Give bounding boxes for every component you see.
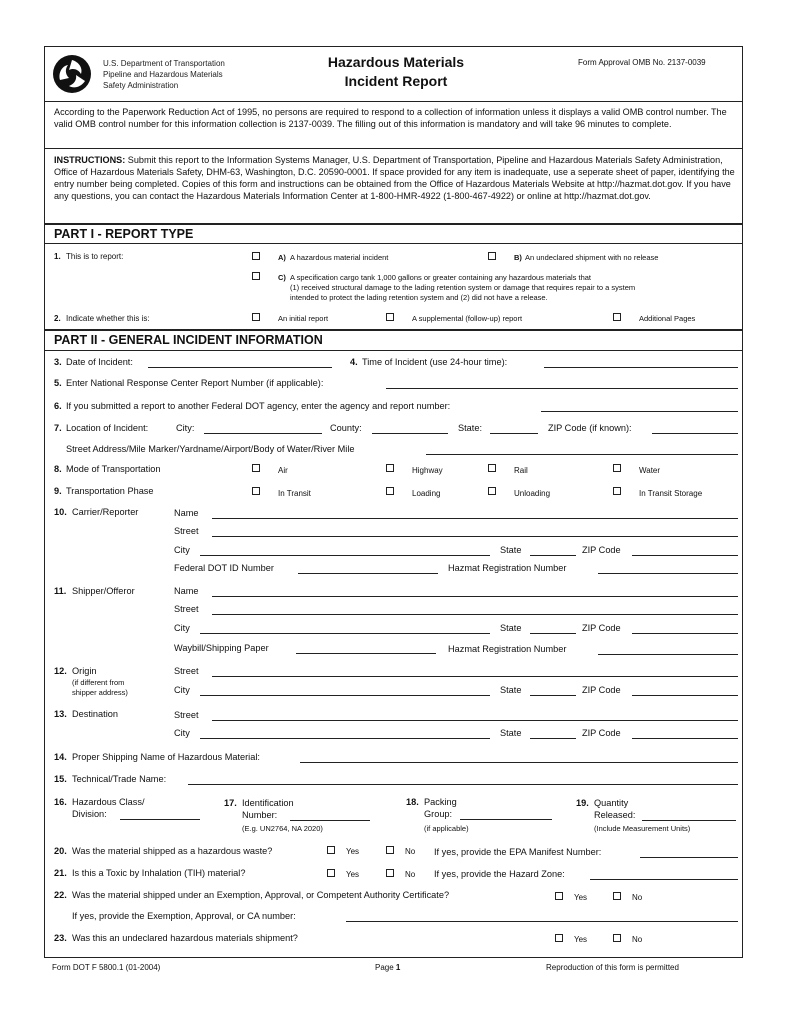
- q1-label: This is to report:: [66, 252, 124, 261]
- dot-triskelion-logo: [52, 54, 92, 99]
- mode-rail-checkbox[interactable]: [488, 464, 496, 472]
- shipper-city-label: City: [174, 623, 190, 633]
- proper-shipping-name-field[interactable]: [300, 762, 738, 763]
- destination-state-field[interactable]: [530, 738, 576, 739]
- q8-number: 8.: [54, 464, 62, 474]
- q10-number: 10.: [54, 507, 67, 517]
- part-1-heading: PART I - REPORT TYPE: [54, 227, 194, 241]
- shipper-name-label: Name: [174, 586, 199, 596]
- origin-street-field[interactable]: [212, 676, 738, 677]
- q5-label: Enter National Response Center Report Number (if applicable):: [66, 378, 324, 388]
- phase-in-transit-storage-label: In Transit Storage: [639, 489, 703, 498]
- destination-street-label: Street: [174, 710, 199, 720]
- shipper-street-label: Street: [174, 604, 199, 614]
- divider: [44, 329, 743, 331]
- q17-number: 17.: [224, 798, 237, 808]
- carrier-zip-label: ZIP Code: [582, 545, 621, 555]
- carrier-state-label: State: [500, 545, 522, 555]
- part-2-heading: PART II - GENERAL INCIDENT INFORMATION: [54, 333, 323, 347]
- q9-label: Transportation Phase: [66, 486, 154, 496]
- option-c-line-2: (1) received structural damage to the lading retention system or damage that requires repair to a system: [290, 283, 636, 292]
- q15-number: 15.: [54, 774, 67, 784]
- q20-yes-checkbox[interactable]: [327, 846, 335, 854]
- option-a-label: A hazardous material incident: [290, 253, 389, 262]
- q15-label: Technical/Trade Name:: [72, 774, 167, 784]
- q12-note-1: (if different from: [72, 678, 125, 687]
- q19-label-1: Quantity: [594, 798, 629, 808]
- federal-dot-id-label: Federal DOT ID Number: [174, 563, 274, 573]
- q23-label: Was this an undeclared hazardous materials shipment?: [72, 933, 298, 943]
- carrier-hazmat-reg-label: Hazmat Registration Number: [448, 563, 567, 573]
- shipper-hazmat-reg-label: Hazmat Registration Number: [448, 644, 567, 654]
- divider: [44, 101, 743, 102]
- q5-number: 5.: [54, 378, 62, 388]
- form-id: Form DOT F 5800.1 (01-2004): [52, 963, 161, 972]
- q6-number: 6.: [54, 401, 62, 411]
- origin-city-label: City: [174, 685, 190, 695]
- origin-state-field[interactable]: [530, 695, 576, 696]
- instructions-label: INSTRUCTIONS:: [54, 155, 126, 165]
- option-b-letter: B): [514, 253, 522, 262]
- q12-number: 12.: [54, 666, 67, 676]
- destination-state-label: State: [500, 728, 522, 738]
- q6-label: If you submitted a report to another Federal DOT agency, enter the agency and report number:: [66, 401, 451, 411]
- additional-pages-checkbox[interactable]: [613, 313, 621, 321]
- paperwork-notice: According to the Paperwork Reduction Act of 1995, no persons are required to respond to a collection of information unless it displays a valid OMB control number. The valid OMB control number for this information collection is 2137-0039. The filling out of this information is mandatory and will take 96 minutes to complete.: [54, 107, 727, 129]
- q21-follow-label: If yes, provide the Hazard Zone:: [434, 869, 565, 879]
- q22-number: 22.: [54, 890, 67, 900]
- q16-label-2: Division:: [72, 809, 107, 819]
- date-of-incident-field[interactable]: [148, 367, 332, 368]
- hazard-zone-field[interactable]: [590, 879, 738, 880]
- shipper-city-field[interactable]: [200, 633, 490, 634]
- q13-number: 13.: [54, 709, 67, 719]
- origin-city-field[interactable]: [200, 695, 490, 696]
- packing-group-field[interactable]: [460, 819, 552, 820]
- q7-label: Location of Incident:: [66, 423, 149, 433]
- option-c-letter: C): [278, 273, 286, 282]
- carrier-state-field[interactable]: [530, 555, 576, 556]
- q2-number: 2.: [54, 314, 61, 323]
- carrier-name-field[interactable]: [212, 518, 738, 519]
- option-b-label: An undeclared shipment with no release: [525, 253, 659, 262]
- city-label: City:: [176, 423, 195, 433]
- divider: [44, 350, 743, 351]
- q17-label-2: Number:: [242, 810, 278, 820]
- county-label: County:: [330, 423, 362, 433]
- q18-label-1: Packing: [424, 797, 457, 807]
- shipper-state-field[interactable]: [530, 633, 576, 634]
- q21-yes-label: Yes: [346, 870, 360, 879]
- origin-zip-label: ZIP Code: [582, 685, 621, 695]
- q3-label: Date of Incident:: [66, 357, 133, 367]
- carrier-city-field[interactable]: [200, 555, 490, 556]
- destination-zip-field[interactable]: [632, 738, 738, 739]
- zip-known-label: ZIP Code (if known):: [548, 423, 632, 433]
- page-number: 1: [395, 963, 401, 972]
- q20-no-checkbox[interactable]: [386, 846, 394, 854]
- state-label: State:: [458, 423, 483, 433]
- option-a-checkbox[interactable]: [252, 252, 260, 260]
- incident-state-field[interactable]: [490, 433, 538, 434]
- q23-yes-checkbox[interactable]: [555, 934, 563, 942]
- q21-label: Is this a Toxic by Inhalation (TIH) material?: [72, 868, 246, 878]
- mode-rail-label: Rail: [514, 466, 528, 475]
- option-c-line-1: A specification cargo tank 1,000 gallons or greater containing any hazardous materials that: [290, 273, 592, 282]
- initial-report-label: An initial report: [278, 314, 329, 323]
- instructions-text: Submit this report to the Information Systems Manager, U.S. Department of Transportation, Pipeline and Hazardous Materials Safety Administration, Office of Hazardous Materials Safety, DHM-63, Washington, D.C. 20590-0001. If space provided for any item is inadequate, use a seperate sheet of paper, identifying the entry number being completed. Copies of this form and instructions can be obtained from the Office of Hazardous Materials Website at http://hazmat.dot.gov. If you have any questions, you can contact the Hazardous Materials Information Center at 1-800-HMR-4922 (1-800-467-4922) or online at http://hazmat.dot.gov.: [54, 155, 735, 201]
- destination-city-label: City: [174, 728, 190, 738]
- street-address-label: Street Address/Mile Marker/Yardname/Airport/Body of Water/River Mile: [66, 444, 355, 454]
- supplemental-report-label: A supplemental (follow-up) report: [412, 314, 523, 323]
- agency-line-1: U.S. Department of Transportation: [103, 59, 225, 68]
- nrc-report-number-field[interactable]: [386, 388, 738, 389]
- carrier-zip-field[interactable]: [632, 555, 738, 556]
- phase-loading-label: Loading: [412, 489, 441, 498]
- q11-number: 11.: [54, 586, 67, 596]
- waybill-field[interactable]: [296, 653, 436, 654]
- additional-pages-label: Additional Pages: [639, 314, 696, 323]
- q18-label-2: Group:: [424, 809, 453, 819]
- q20-yes-label: Yes: [346, 847, 360, 856]
- identification-number-field[interactable]: [290, 820, 370, 821]
- q19-note: (Include Measurement Units): [594, 824, 691, 833]
- shipper-hazmat-reg-field[interactable]: [598, 654, 738, 655]
- q22-no-label: No: [632, 893, 643, 902]
- destination-street-field[interactable]: [212, 720, 738, 721]
- q18-note: (if applicable): [424, 824, 469, 833]
- option-c-line-3: intended to protect the lading retention system and (2) did not have a release.: [290, 293, 548, 302]
- q17-note: (E.g. UN2764, NA 2020): [242, 824, 323, 833]
- option-b-checkbox[interactable]: [488, 252, 496, 260]
- q14-number: 14.: [54, 752, 67, 762]
- technical-trade-name-field[interactable]: [188, 784, 738, 785]
- carrier-street-field[interactable]: [212, 536, 738, 537]
- q21-number: 21.: [54, 868, 67, 878]
- q21-yes-checkbox[interactable]: [327, 869, 335, 877]
- phase-loading-checkbox[interactable]: [386, 487, 394, 495]
- phase-unloading-label: Unloading: [514, 489, 551, 498]
- q23-number: 23.: [54, 933, 67, 943]
- hazard-class-field[interactable]: [120, 819, 200, 820]
- page-indicator: [375, 963, 400, 972]
- q12-label: Origin: [72, 666, 97, 676]
- agency-line-2: Pipeline and Hazardous Materials: [103, 70, 223, 79]
- option-a-letter: A): [278, 253, 286, 262]
- option-c-checkbox[interactable]: [252, 272, 260, 280]
- reproduction-note: Reproduction of this form is permitted: [546, 963, 679, 972]
- supplemental-report-checkbox[interactable]: [386, 313, 394, 321]
- page-label: Page: [375, 963, 394, 972]
- mode-water-label: Water: [639, 466, 661, 475]
- phase-in-transit-checkbox[interactable]: [252, 487, 260, 495]
- q22-follow-label: If yes, provide the Exemption, Approval, or CA number:: [72, 911, 296, 921]
- shipper-zip-label: ZIP Code: [582, 623, 621, 633]
- q23-yes-label: Yes: [574, 935, 588, 944]
- omb-number: Form Approval OMB No. 2137-0039: [578, 58, 706, 67]
- q18-number: 18.: [406, 797, 419, 807]
- q20-follow-label: If yes, provide the EPA Manifest Number:: [434, 847, 602, 857]
- q23-no-label: No: [632, 935, 643, 944]
- other-agency-report-field[interactable]: [541, 411, 738, 412]
- q20-number: 20.: [54, 846, 67, 856]
- mode-highway-label: Highway: [412, 466, 443, 475]
- q3-number: 3.: [54, 357, 62, 367]
- carrier-city-label: City: [174, 545, 190, 555]
- q9-number: 9.: [54, 486, 62, 496]
- origin-state-label: State: [500, 685, 522, 695]
- origin-zip-field[interactable]: [632, 695, 738, 696]
- destination-city-field[interactable]: [200, 738, 490, 739]
- q16-number: 16.: [54, 797, 67, 807]
- federal-dot-id-field[interactable]: [298, 573, 438, 574]
- q22-no-checkbox[interactable]: [613, 892, 621, 900]
- waybill-label: Waybill/Shipping Paper: [174, 643, 269, 653]
- destination-zip-label: ZIP Code: [582, 728, 621, 738]
- q4-number: 4.: [350, 357, 358, 367]
- incident-county-field[interactable]: [372, 433, 448, 434]
- instructions: [54, 154, 737, 202]
- phase-in-transit-label: In Transit: [278, 489, 311, 498]
- q19-label-2: Released:: [594, 810, 636, 820]
- quantity-released-field[interactable]: [642, 820, 736, 821]
- divider: [44, 223, 743, 225]
- q16-label-1: Hazardous Class/: [72, 797, 145, 807]
- exemption-number-field[interactable]: [346, 921, 738, 922]
- q20-no-label: No: [405, 847, 416, 856]
- q21-no-label: No: [405, 870, 416, 879]
- q21-no-checkbox[interactable]: [386, 869, 394, 877]
- q14-label: Proper Shipping Name of Hazardous Material:: [72, 752, 260, 762]
- incident-city-field[interactable]: [204, 433, 322, 434]
- mode-air-label: Air: [278, 466, 288, 475]
- mode-highway-checkbox[interactable]: [386, 464, 394, 472]
- shipper-state-label: State: [500, 623, 522, 633]
- epa-manifest-number-field[interactable]: [640, 857, 738, 858]
- q13-label: Destination: [72, 709, 118, 719]
- q10-label: Carrier/Reporter: [72, 507, 139, 517]
- mode-water-checkbox[interactable]: [613, 464, 621, 472]
- form-title-line-1: Hazardous Materials: [327, 54, 465, 70]
- q7-number: 7.: [54, 423, 62, 433]
- q8-label: Mode of Transportation: [66, 464, 161, 474]
- q23-no-checkbox[interactable]: [613, 934, 621, 942]
- initial-report-checkbox[interactable]: [252, 313, 260, 321]
- form-title-line-2: Incident Report: [344, 73, 448, 89]
- q22-yes-checkbox[interactable]: [555, 892, 563, 900]
- q11-label: Shipper/Offeror: [72, 586, 135, 596]
- origin-street-label: Street: [174, 666, 199, 676]
- q22-yes-label: Yes: [574, 893, 588, 902]
- mode-air-checkbox[interactable]: [252, 464, 260, 472]
- q19-number: 19.: [576, 798, 589, 808]
- time-of-incident-field[interactable]: [544, 367, 738, 368]
- carrier-name-label: Name: [174, 508, 199, 518]
- q20-label: Was the material shipped as a hazardous waste?: [72, 846, 273, 856]
- carrier-hazmat-reg-field[interactable]: [598, 573, 738, 574]
- q17-label-1: Identification: [242, 798, 294, 808]
- phase-in-transit-storage-checkbox[interactable]: [613, 487, 621, 495]
- q2-label: Indicate whether this is:: [66, 314, 150, 323]
- shipper-street-field[interactable]: [212, 614, 738, 615]
- divider: [44, 148, 743, 149]
- shipper-name-field[interactable]: [212, 596, 738, 597]
- divider: [44, 243, 743, 244]
- q12-note-2: shipper address): [72, 688, 128, 697]
- q22-label: Was the material shipped under an Exemption, Approval, or Competent Authority Certificate?: [72, 890, 450, 900]
- incident-street-address-field[interactable]: [426, 454, 738, 455]
- carrier-street-label: Street: [174, 526, 199, 536]
- q4-label: Time of Incident (use 24-hour time):: [362, 357, 508, 367]
- agency-line-3: Safety Administration: [103, 81, 179, 90]
- shipper-zip-field[interactable]: [632, 633, 738, 634]
- phase-unloading-checkbox[interactable]: [488, 487, 496, 495]
- q1-number: 1.: [54, 252, 61, 261]
- incident-zip-field[interactable]: [652, 433, 738, 434]
